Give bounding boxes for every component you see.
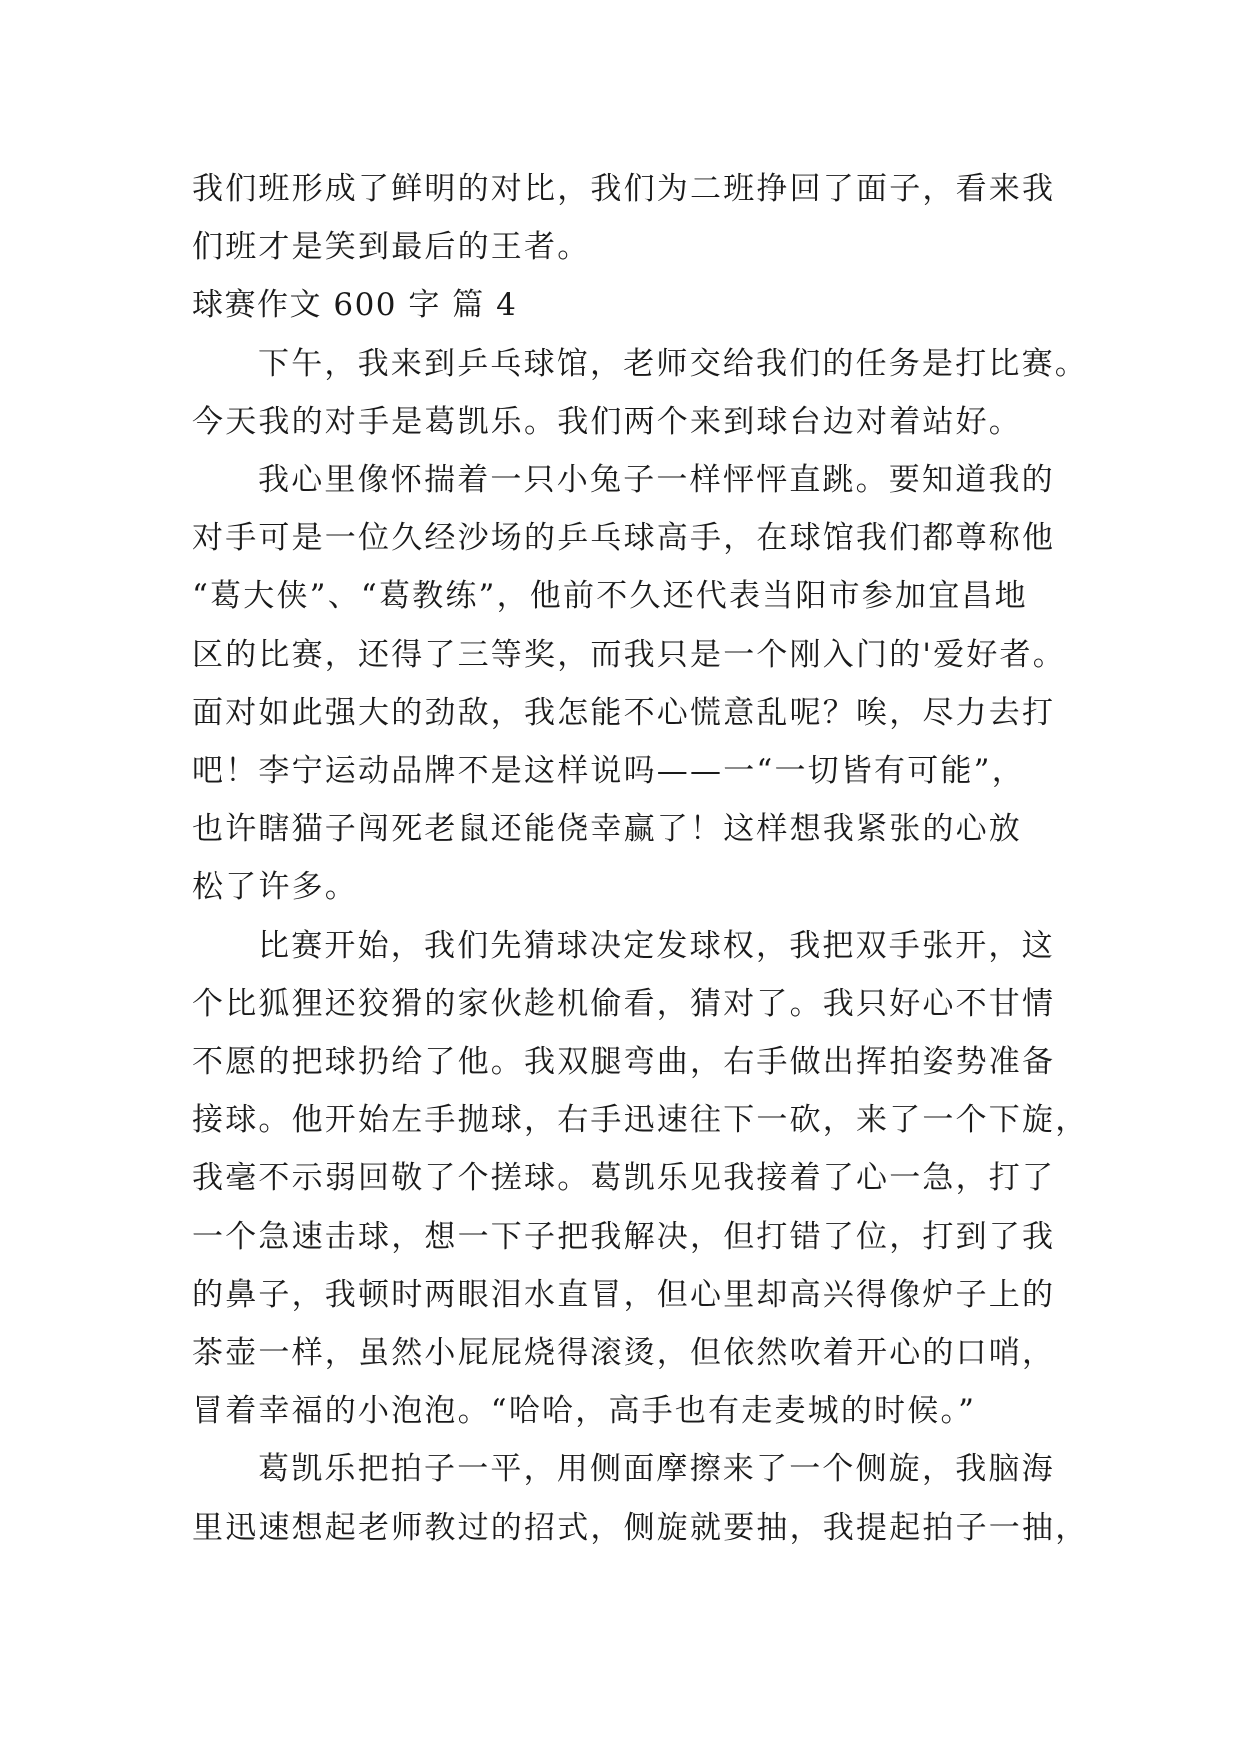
text-line: 区的比赛，还得了三等奖，而我只是一个刚入门的'爱好者。 bbox=[192, 636, 1066, 673]
text-line: 一个急速击球，想一下子把我解决，但打错了位，打到了我 bbox=[192, 1218, 1056, 1255]
section-heading bbox=[192, 276, 1072, 334]
text-line: 葛凯乐把拍子一平，用侧面摩擦来了一个侧旋，我脑海 bbox=[258, 1451, 1055, 1488]
text-line: 冒着幸福的小泡泡。“哈哈，高手也有走麦城的时候。” bbox=[192, 1393, 977, 1430]
text-line: 吧！李宁运动品牌不是这样说吗——一“一切皆有可能”， bbox=[192, 753, 1025, 790]
text-line: 接球。他开始左手抛球，右手迅速往下一砍，来了一个下旋， bbox=[192, 1102, 1089, 1139]
text-line: 不愿的把球扔给了他。我双腿弯曲，右手做出挥拍姿势准备 bbox=[192, 1044, 1056, 1081]
text-line: 下午，我来到乒乓球馆，老师交给我们的任务是打比赛。 bbox=[258, 345, 1088, 382]
text-line: 茶壶一样，虽然小屁屁烧得滚烫，但依然吹着开心的口哨， bbox=[192, 1335, 1056, 1372]
text-line: 面对如此强大的劲敌，我怎能不心慌意乱呢？唉，尽力去打 bbox=[192, 694, 1056, 731]
text-line: 我毫不示弱回敬了个搓球。葛凯乐见我接着了心一急，打了 bbox=[192, 1160, 1056, 1197]
paragraph-3 bbox=[192, 917, 1089, 1441]
paragraph-1 bbox=[192, 335, 1088, 451]
text-line: 也许瞎猫子闯死老鼠还能侥幸赢了！这样想我紧张的心放 bbox=[192, 811, 1022, 848]
paragraph-4 bbox=[192, 1440, 1089, 1556]
text-line: 我心里像怀揣着一只小兔子一样怦怦直跳。要知道我的 bbox=[258, 462, 1055, 499]
text-line: 个比狐狸还狡猾的家伙趁机偷看，猜对了。我只好心不甘情 bbox=[192, 985, 1056, 1022]
text-line: 我们班形成了鲜明的对比，我们为二班挣回了面子，看来我 bbox=[192, 171, 1056, 207]
text-line: 的鼻子，我顿时两眼泪水直冒，但心里却高兴得像炉子上的 bbox=[192, 1276, 1056, 1313]
intro-paragraph bbox=[192, 160, 1072, 276]
heading-text: 球赛作文 600 字 篇 4 bbox=[192, 287, 518, 324]
text-line: “葛大侠”、“葛教练”，他前不久还代表当阳市参加宜昌地 bbox=[192, 578, 1028, 615]
text-line: 松了许多。 bbox=[192, 869, 358, 906]
text-line: 们班才是笑到最后的王者。 bbox=[192, 229, 591, 266]
text-line: 对手可是一位久经沙场的乒乓球高手，在球馆我们都尊称他 bbox=[192, 520, 1056, 557]
text-line: 比赛开始，我们先猜球决定发球权，我把双手张开，这 bbox=[258, 927, 1055, 964]
text-line: 今天我的对手是葛凯乐。我们两个来到球台边对着站好。 bbox=[192, 403, 1022, 440]
paragraph-2 bbox=[192, 451, 1072, 917]
document-body bbox=[192, 160, 1089, 1557]
text-line: 里迅速想起老师教过的招式，侧旋就要抽，我提起拍子一抽， bbox=[192, 1509, 1089, 1546]
